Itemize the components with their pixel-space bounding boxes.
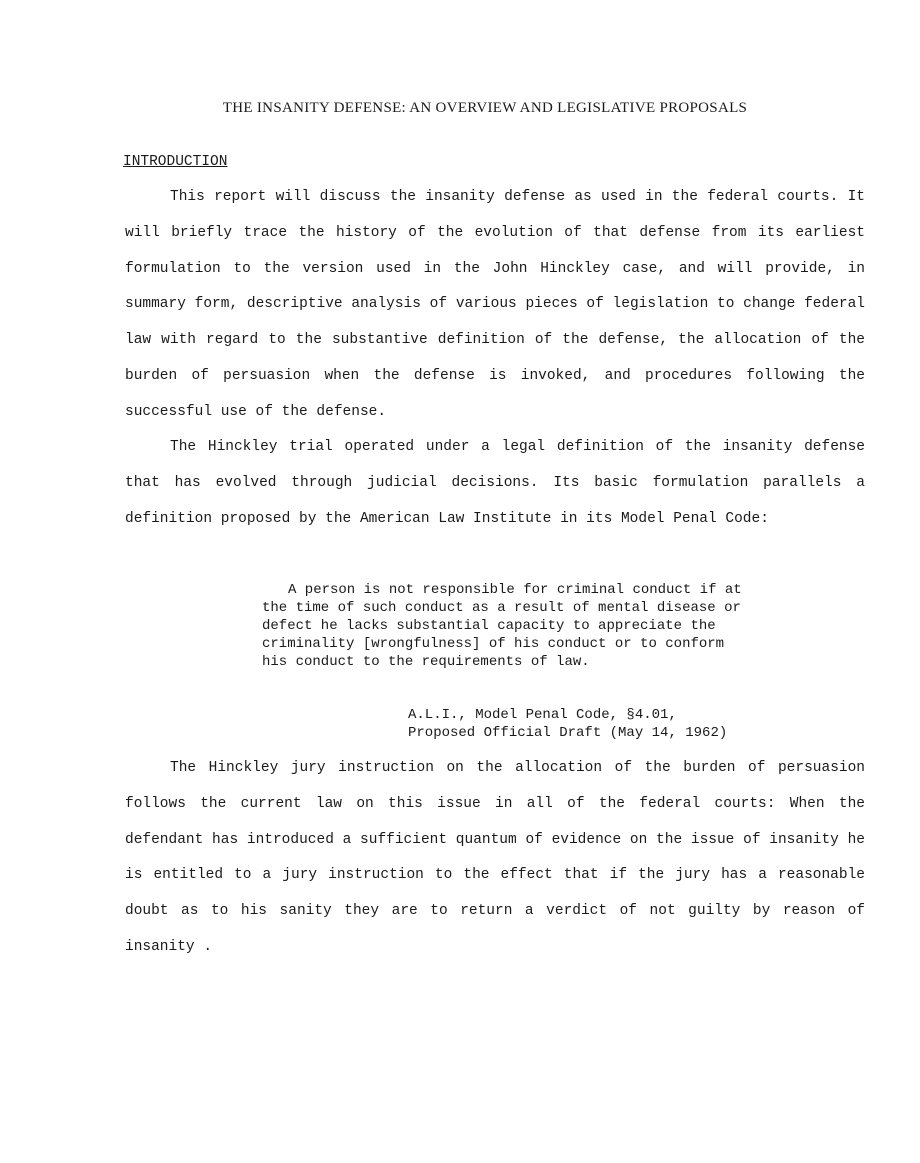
block-quote-text: A person is not responsible for criminal conduct if at the time of such conduct as a result of mental disease or defect he lacks substantial capacity to appreciate the criminality [wrongfulness] of his conduct or to conform his conduct to the requirements of law. (262, 582, 742, 670)
citation-line-2: Proposed Official Draft (May 14, 1962) (408, 725, 728, 741)
citation (408, 706, 727, 742)
paragraph-1 (125, 180, 865, 431)
section-heading-introduction: INTRODUCTION (123, 154, 228, 170)
document-title: THE INSANITY DEFENSE: AN OVERVIEW AND LEGISLATIVE PROPOSALS (222, 100, 748, 116)
paragraph-2 (125, 430, 865, 537)
paragraph-2-text: The Hinckley trial operated under a legal definition of the insanity defense that has evolved through judicial decisions. Its basic formulation parallels a definition proposed by the American Law Institute in its Model Penal Code: (125, 439, 865, 527)
paragraph-3 (125, 751, 865, 966)
citation-line-1: A.L.I., Model Penal Code, §4.01, (408, 707, 677, 723)
paragraph-1-text: This report will discuss the insanity defense as used in the federal courts. It will briefly trace the history of the evolution of that defense from its earliest formulation to the version used in the John Hinckley case, and will provide, in summary form, descriptive analysis of various pieces of legislation to change federal law with regard to the substantive definition of the defense, the allocation of the burden of persuasion when the defense is invoked, and procedures following the successful use of the defense. (125, 189, 865, 420)
block-quote (262, 581, 742, 671)
paragraph-3-text: The Hinckley jury instruction on the allocation of the burden of persuasion follows the current law on this issue in all of the federal courts: When the defendant has introduced a sufficient quantum of evidence on the issue of insanity he is entitled to a jury instruction to the effect that if the jury has a reasonable doubt as to his sanity they are to return a verdict of not guilty by reason of insanity . (125, 760, 865, 955)
